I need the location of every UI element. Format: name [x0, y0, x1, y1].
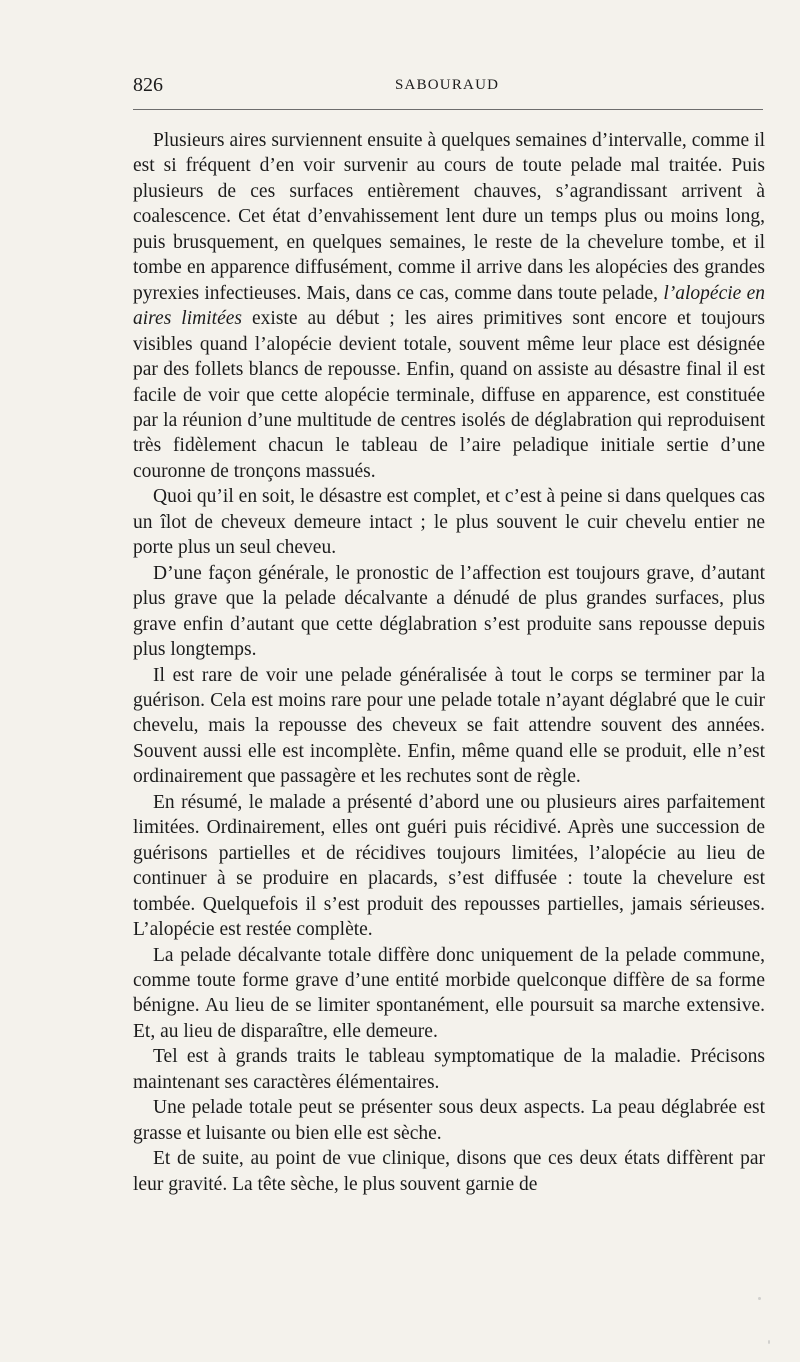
- paragraph: [133, 128, 765, 484]
- paragraph: D’une façon générale, le pronostic de l’affection est toujours grave, d’autant plus grave que la pelade décalvante a dénudé de plus grandes surfaces, plus grave enfin d’autant que cette déglabration s’est produite sans repousse depuis plus longtemps.: [133, 562, 765, 661]
- body-text: [133, 128, 765, 1197]
- paragraph-text: existe au début ; les aires primitives sont encore et toujours visibles quand l’alopécie devient totale, souvent même leur place est désignée par des follets blancs de repousse. Enfin, quand on assiste au désastre final il est facile de voir que cette alopécie terminale, diffuse en apparence, est constituée par la réunion d’une multitude de centres isolés de déglabration qui reproduisent très fidèlement chacun le tableau de l’aire peladique initiale sertie d’une couronne de tronçons massués.: [133, 308, 765, 482]
- paragraph-text: Plusieurs aires surviennent ensuite à quelques semaines d’intervalle, comme il est si fréquent d’en voir survenir au cours de toute pelade mal traitée. Puis plusieurs de ces surfaces entièrement chauves, s’agrandissant arrivent à coalescence. Cet état d’envahissement lent dure un temps plus ou moins long, puis brusquement, en quelques semaines, le reste de la chevelure tombe, et il tombe en apparence diffusément, comme il arrive dans les alopécies des grandes pyrexies infectieuses. Mais, dans ce cas, comme dans toute pelade,: [133, 130, 765, 304]
- page-number: 826: [133, 74, 163, 96]
- paragraph: Tel est à grands traits le tableau symptomatique de la maladie. Précisons maintenant ses caractères élémentaires.: [133, 1046, 765, 1093]
- paragraph: En résumé, le malade a présenté d’abord une ou plusieurs aires parfaitement limitées. Ordinairement, elles ont guéri puis récidivé. Après une succession de guérisons partielles et de récidives toujours limitées, l’alopécie au lieu de continuer à se produire en placards, s’est diffusée : toute la chevelure est tombée. Quelquefois il s’est produit des repousses partielles, jamais sérieuses. L’alopécie est restée complète.: [133, 791, 765, 941]
- running-header: [133, 72, 763, 98]
- paragraph: Et de suite, au point de vue clinique, disons que ces deux états diffèrent par leur gravité. La tête sèche, le plus souvent garnie de: [133, 1148, 765, 1195]
- paragraph: La pelade décalvante totale diffère donc uniquement de la pelade commune, comme toute forme grave d’une entité morbide quelconque diffère de sa forme bénigne. Au lieu de se limiter spontanément, elle poursuit sa marche extensive. Et, au lieu de disparaître, elle demeure.: [133, 944, 765, 1042]
- italic-phrase: l’alopécie en aires limitées: [133, 282, 765, 330]
- paper-speck: [768, 1340, 770, 1344]
- running-title: SABOURAUD: [395, 77, 500, 93]
- paragraph: Une pelade totale peut se présenter sous deux aspects. La peau déglabrée est grasse et luisante ou bien elle est sèche.: [133, 1097, 765, 1144]
- paragraph: Quoi qu’il en soit, le désastre est complet, et c’est à peine si dans quelques cas un îlot de cheveux demeure intact ; le plus souvent le cuir chevelu entier ne porte plus un seul cheveu.: [133, 486, 765, 559]
- paper-speck: [758, 1297, 761, 1300]
- paragraph: Il est rare de voir une pelade généralisée à tout le corps se terminer par la guérison. Cela est moins rare pour une pelade totale n’ayant déglabré que le cuir chevelu, mais la repousse des cheveux se fait attendre souvent des années. Souvent aussi elle est incomplète. Enfin, même quand elle se produit, elle n’est ordinairement que passagère et les rechutes sont de règle.: [133, 664, 765, 788]
- header-rule: [133, 109, 763, 110]
